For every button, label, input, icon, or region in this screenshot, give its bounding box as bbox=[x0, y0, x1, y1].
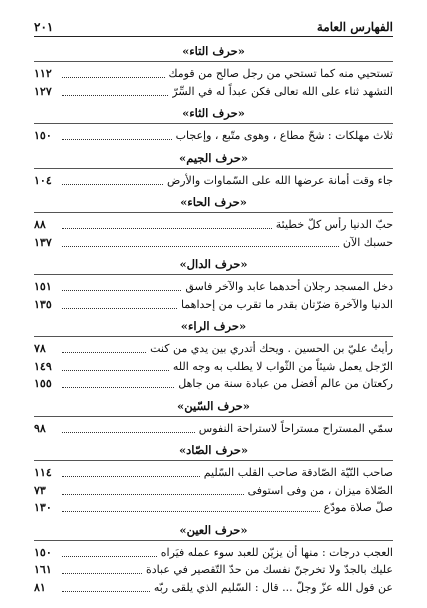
section-heading: «حرف الحاء» bbox=[180, 195, 247, 209]
entry-page-number: ١٣٠ bbox=[34, 501, 52, 514]
section-divider bbox=[34, 274, 393, 275]
section-divider bbox=[34, 212, 393, 213]
index-entry bbox=[34, 340, 393, 358]
index-entry bbox=[34, 83, 393, 101]
entry-page-number: ١٥٠ bbox=[34, 545, 52, 559]
leader-dots bbox=[62, 379, 174, 388]
entry-text: عليك بالجدّ ولا تخرجنّ نفسك من حدّ التّقصير في عبادة bbox=[146, 563, 393, 576]
page-number: ٢٠١ bbox=[34, 20, 54, 34]
section-divider bbox=[34, 168, 393, 169]
entry-text: صاحب النّيّة الصّادقة صاحب القلب السّليم bbox=[203, 466, 393, 479]
section-heading: «حرف السّين» bbox=[177, 398, 250, 413]
index-entry bbox=[34, 375, 393, 393]
entry-page-number: ٧٣ bbox=[34, 483, 46, 497]
leader-dots bbox=[62, 69, 165, 78]
section-heading: «حرف الراء» bbox=[180, 319, 247, 333]
index-entry bbox=[34, 579, 393, 597]
section-divider bbox=[34, 61, 393, 62]
entry-page-number: ١٢٧ bbox=[34, 84, 52, 98]
entry-page-number: ١٣٧ bbox=[34, 235, 52, 249]
index-entry bbox=[34, 278, 393, 296]
index-entry bbox=[34, 464, 393, 482]
index-entry bbox=[34, 234, 393, 252]
section-heading: «حرف الجيم» bbox=[179, 150, 248, 165]
entry-page-number: ١٥٥ bbox=[34, 377, 52, 390]
entry-page-number: ١١٤ bbox=[34, 466, 52, 479]
leader-dots bbox=[62, 87, 168, 96]
leader-dots bbox=[62, 548, 157, 557]
index-entry bbox=[34, 127, 393, 145]
index-entry bbox=[34, 482, 393, 500]
index-entry bbox=[34, 216, 393, 234]
entry-text: رأيتُ عليّ بن الحسين . ويحك أتدري بين يدي من كنت bbox=[150, 342, 393, 355]
section-divider bbox=[34, 416, 393, 417]
index-entry bbox=[34, 65, 393, 83]
leader-dots bbox=[62, 220, 272, 229]
leader-dots bbox=[62, 583, 150, 592]
leader-dots bbox=[62, 486, 244, 495]
leader-dots bbox=[62, 344, 146, 353]
leader-dots bbox=[62, 282, 181, 291]
entry-page-number: ١٥١ bbox=[34, 280, 52, 293]
leader-dots bbox=[62, 424, 195, 433]
leader-dots bbox=[62, 503, 320, 512]
entry-text: ثلاث مهلكات : شحّ مطاع ، وهوى متّبع ، وإعجاب bbox=[175, 129, 393, 142]
entry-page-number: ١٣٥ bbox=[34, 297, 52, 311]
entry-text: ركعتان من عالم أفضل من عبادة سنة من جاهل bbox=[178, 377, 393, 390]
leader-dots bbox=[62, 238, 339, 247]
header-rule bbox=[34, 36, 393, 37]
leader-dots bbox=[62, 131, 172, 140]
entry-page-number: ٨٨ bbox=[34, 218, 46, 231]
entry-text: دخل المسجد رجلان أحدهما عابد والآخر فاسق bbox=[185, 280, 393, 293]
entry-page-number: ١٥٠ bbox=[34, 129, 52, 142]
index-entry bbox=[34, 544, 393, 562]
section-divider bbox=[34, 460, 393, 461]
section-heading: «حرف الصّاد» bbox=[178, 443, 249, 457]
index-entry bbox=[34, 561, 393, 579]
section-heading: «حرف العين» bbox=[179, 522, 248, 537]
entry-text: حسبك الآن bbox=[342, 235, 393, 249]
section-heading: «حرف التاء» bbox=[182, 44, 245, 58]
section-divider bbox=[34, 123, 393, 124]
entry-page-number: ١٠٤ bbox=[34, 173, 52, 187]
entry-page-number: ٩٨ bbox=[34, 421, 46, 435]
entry-text: الدنيا والآخرة ضرّتان بقدر ما تقرب من إحداهما bbox=[180, 297, 393, 311]
leader-dots bbox=[62, 565, 142, 574]
entry-text: جاء وقت أمانة عرضها الله على السّماوات والأرض bbox=[166, 173, 393, 187]
entry-text: حبّ الدنيا رأس كلّ خطيئة bbox=[275, 218, 393, 231]
leader-dots bbox=[62, 176, 163, 185]
leader-dots bbox=[62, 468, 200, 477]
entry-page-number: ١٤٩ bbox=[34, 359, 52, 373]
entry-page-number: ٧٨ bbox=[34, 342, 46, 355]
entry-page-number: ١٦١ bbox=[34, 563, 52, 576]
index-sections bbox=[34, 43, 393, 596]
section-heading: «حرف الثاء» bbox=[182, 106, 245, 120]
entry-text: سمّي المستراح مستراحاً لاستراحة النفوس bbox=[198, 421, 393, 435]
leader-dots bbox=[62, 300, 177, 309]
leader-dots bbox=[62, 362, 169, 371]
entry-page-number: ٨١ bbox=[34, 580, 46, 594]
section-divider bbox=[34, 540, 393, 541]
section-heading: «حرف الدال» bbox=[179, 257, 248, 271]
section-divider bbox=[34, 336, 393, 337]
index-entry bbox=[34, 296, 393, 314]
entry-page-number: ١١٢ bbox=[34, 67, 52, 80]
index-entry bbox=[34, 499, 393, 517]
entry-text: الصّلاة ميزان ، من وفى استوفى bbox=[247, 483, 393, 497]
entry-text: عن قول الله عزّ وجلّ ... قال : السّليم الذي يلقى ربّه bbox=[153, 580, 393, 594]
entry-text: التشهد ثناء على الله تعالى فكن عبداً له في السِّرّ bbox=[172, 84, 393, 98]
header-title: الفهارس العامة bbox=[316, 20, 393, 34]
index-entry bbox=[34, 358, 393, 376]
index-entry bbox=[34, 172, 393, 190]
entry-text: صلّ صلاة مودّع bbox=[323, 501, 393, 514]
page-header bbox=[34, 14, 393, 34]
entry-text: تستحيي منه كما تستحي من رجل صالح من قومك bbox=[168, 67, 393, 80]
entry-text: العجب درجات : منها أن يزيّن للعبد سوء عمله فيَراه bbox=[160, 545, 393, 559]
entry-text: الرّجل يعمل شيئاً من الثّواب لا يطلب به وجه الله bbox=[172, 359, 393, 373]
index-entry bbox=[34, 420, 393, 438]
